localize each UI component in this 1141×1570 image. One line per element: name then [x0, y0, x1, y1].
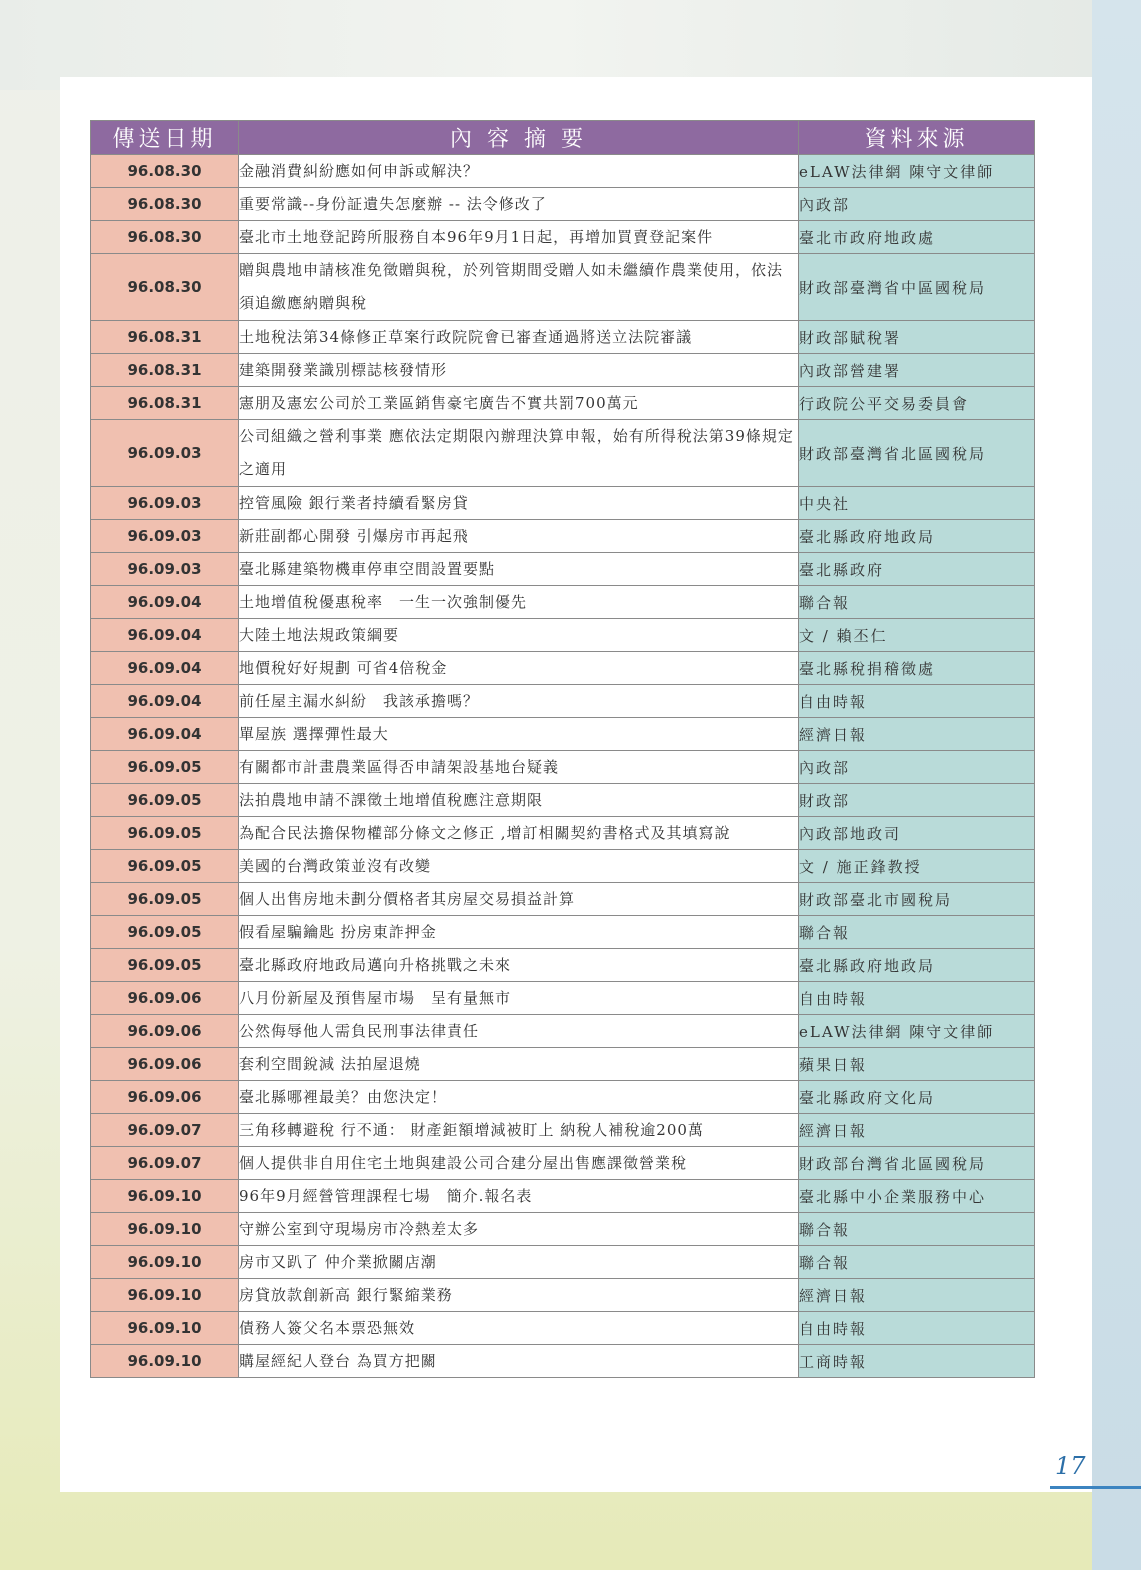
row-summary: 個人提供非自用住宅土地與建設公司合建分屋出售應課徵營業稅 — [239, 1147, 799, 1180]
row-source: 經濟日報 — [799, 718, 1035, 751]
row-date: 96.09.05 — [91, 850, 239, 883]
row-date: 96.09.10 — [91, 1180, 239, 1213]
table-row — [91, 652, 1035, 685]
row-source: 財政部臺北市國稅局 — [799, 883, 1035, 916]
row-date: 96.08.31 — [91, 321, 239, 354]
table-row — [91, 1246, 1035, 1279]
row-summary: 地價稅好好規劃 可省4倍稅金 — [239, 652, 799, 685]
row-summary: 96年9月經營管理課程七場 簡介.報名表 — [239, 1180, 799, 1213]
row-date: 96.08.30 — [91, 155, 239, 188]
row-date: 96.09.04 — [91, 718, 239, 751]
row-source: 自由時報 — [799, 982, 1035, 1015]
row-date: 96.09.04 — [91, 652, 239, 685]
table-row — [91, 387, 1035, 420]
row-summary: 公司組織之營利事業 應依法定期限內辦理決算申報，始有所得稅法第39條規定之適用 — [239, 420, 799, 487]
row-source: 臺北縣政府地政局 — [799, 949, 1035, 982]
row-summary: 憲朋及憲宏公司於工業區銷售豪宅廣告不實共罰700萬元 — [239, 387, 799, 420]
row-source: 經濟日報 — [799, 1114, 1035, 1147]
row-summary: 假看屋騙鑰匙 扮房東詐押金 — [239, 916, 799, 949]
row-date: 96.09.10 — [91, 1279, 239, 1312]
table-row — [91, 586, 1035, 619]
row-summary: 法拍農地申請不課徵土地增值稅應注意期限 — [239, 784, 799, 817]
row-summary: 土地稅法第34條修正草案行政院院會已審查通過將送立法院審議 — [239, 321, 799, 354]
row-summary: 八月份新屋及預售屋市場 呈有量無市 — [239, 982, 799, 1015]
table-row — [91, 155, 1035, 188]
table-row — [91, 949, 1035, 982]
table-row — [91, 1213, 1035, 1246]
row-source: 臺北縣中小企業服務中心 — [799, 1180, 1035, 1213]
table-row — [91, 1048, 1035, 1081]
row-date: 96.08.30 — [91, 188, 239, 221]
row-summary: 臺北縣政府地政局邁向升格挑戰之未來 — [239, 949, 799, 982]
table-row — [91, 751, 1035, 784]
row-summary: 房市又趴了 仲介業掀關店潮 — [239, 1246, 799, 1279]
row-summary: 購屋經紀人登台 為買方把關 — [239, 1345, 799, 1378]
table-row — [91, 553, 1035, 586]
news-table — [90, 120, 1035, 1378]
row-source: 行政院公平交易委員會 — [799, 387, 1035, 420]
row-summary: 建築開發業識別標誌核發情形 — [239, 354, 799, 387]
row-source: 財政部賦稅署 — [799, 321, 1035, 354]
row-summary: 大陸土地法規政策綱要 — [239, 619, 799, 652]
row-summary: 套利空間銳減 法拍屋退燒 — [239, 1048, 799, 1081]
row-summary: 守辦公室到守現場房市冷熱差太多 — [239, 1213, 799, 1246]
row-source: 自由時報 — [799, 685, 1035, 718]
row-date: 96.09.06 — [91, 982, 239, 1015]
row-date: 96.09.03 — [91, 520, 239, 553]
row-source: 聯合報 — [799, 586, 1035, 619]
row-summary: 重要常識--身份証遺失怎麼辦 -- 法令修改了 — [239, 188, 799, 221]
table-row — [91, 1015, 1035, 1048]
table-row — [91, 1312, 1035, 1345]
row-date: 96.09.07 — [91, 1114, 239, 1147]
row-summary: 土地增值稅優惠稅率 一生一次強制優先 — [239, 586, 799, 619]
row-summary: 有關都市計畫農業區得否申請架設基地台疑義 — [239, 751, 799, 784]
row-source: 財政部臺灣省北區國稅局 — [799, 420, 1035, 487]
header-source: 資料來源 — [799, 121, 1035, 155]
row-summary: 臺北縣哪裡最美？由您決定！ — [239, 1081, 799, 1114]
table-row — [91, 1345, 1035, 1378]
row-source: 內政部 — [799, 188, 1035, 221]
row-date: 96.09.06 — [91, 1048, 239, 1081]
table-header-row — [91, 121, 1035, 155]
row-source: 臺北縣政府文化局 — [799, 1081, 1035, 1114]
row-date: 96.09.05 — [91, 817, 239, 850]
row-date: 96.09.10 — [91, 1312, 239, 1345]
row-source: 內政部營建署 — [799, 354, 1035, 387]
table-row — [91, 685, 1035, 718]
row-source: 蘋果日報 — [799, 1048, 1035, 1081]
row-source: 經濟日報 — [799, 1279, 1035, 1312]
row-summary: 控管風險 銀行業者持續看緊房貸 — [239, 487, 799, 520]
row-summary: 臺北縣建築物機車停車空間設置要點 — [239, 553, 799, 586]
row-date: 96.09.03 — [91, 553, 239, 586]
row-summary: 債務人簽父名本票恐無效 — [239, 1312, 799, 1345]
header-date: 傳送日期 — [91, 121, 239, 155]
row-source: 工商時報 — [799, 1345, 1035, 1378]
row-summary: 金融消費糾紛應如何申訴或解決？ — [239, 155, 799, 188]
header-summary: 內 容 摘 要 — [239, 121, 799, 155]
row-source: 臺北縣政府地政局 — [799, 520, 1035, 553]
table-row — [91, 817, 1035, 850]
row-source: 臺北縣政府 — [799, 553, 1035, 586]
row-date: 96.09.10 — [91, 1246, 239, 1279]
row-summary: 新莊副都心開發 引爆房市再起飛 — [239, 520, 799, 553]
row-summary: 臺北市土地登記跨所服務自本96年9月1日起，再增加買賣登記案件 — [239, 221, 799, 254]
row-date: 96.08.31 — [91, 354, 239, 387]
right-edge-strip — [1092, 0, 1141, 1570]
row-date: 96.09.10 — [91, 1213, 239, 1246]
row-date: 96.08.30 — [91, 254, 239, 321]
table-row — [91, 420, 1035, 487]
row-source: 文 / 施正鋒教授 — [799, 850, 1035, 883]
row-date: 96.09.05 — [91, 784, 239, 817]
row-source: 聯合報 — [799, 1213, 1035, 1246]
row-source: 臺北縣稅捐稽徵處 — [799, 652, 1035, 685]
row-summary: 贈與農地申請核准免徵贈與稅，於列管期間受贈人如未繼續作農業使用，依法須追繳應納贈與稅 — [239, 254, 799, 321]
table-row — [91, 1279, 1035, 1312]
row-date: 96.09.05 — [91, 751, 239, 784]
table-row — [91, 982, 1035, 1015]
page-number-rule — [1050, 1486, 1141, 1489]
row-source: 聯合報 — [799, 916, 1035, 949]
table-row — [91, 718, 1035, 751]
row-source: 臺北市政府地政處 — [799, 221, 1035, 254]
row-summary: 三角移轉避稅 行不通： 財產鉅額增減被盯上 納稅人補稅逾200萬 — [239, 1114, 799, 1147]
row-source: 財政部臺灣省中區國稅局 — [799, 254, 1035, 321]
row-date: 96.08.30 — [91, 221, 239, 254]
row-source: 聯合報 — [799, 1246, 1035, 1279]
table-row — [91, 619, 1035, 652]
row-source: eLAW法律網 陳守文律師 — [799, 1015, 1035, 1048]
row-source: eLAW法律網 陳守文律師 — [799, 155, 1035, 188]
table-row — [91, 354, 1035, 387]
row-date: 96.09.05 — [91, 949, 239, 982]
table-row — [91, 1147, 1035, 1180]
row-date: 96.09.03 — [91, 420, 239, 487]
table-body — [91, 155, 1035, 1378]
table-row — [91, 883, 1035, 916]
table-row — [91, 1114, 1035, 1147]
row-summary: 單屋族 選擇彈性最大 — [239, 718, 799, 751]
table-row — [91, 1180, 1035, 1213]
table-row — [91, 916, 1035, 949]
table-row — [91, 487, 1035, 520]
table-row — [91, 784, 1035, 817]
table-row — [91, 321, 1035, 354]
row-source: 自由時報 — [799, 1312, 1035, 1345]
row-summary: 公然侮辱他人需負民刑事法律責任 — [239, 1015, 799, 1048]
row-date: 96.09.03 — [91, 487, 239, 520]
row-summary: 前任屋主漏水糾紛 我該承擔嗎？ — [239, 685, 799, 718]
table-row — [91, 188, 1035, 221]
row-source: 財政部 — [799, 784, 1035, 817]
row-summary: 為配合民法擔保物權部分條文之修正 ,增訂相關契約書格式及其填寫說 — [239, 817, 799, 850]
row-source: 文 / 賴丕仁 — [799, 619, 1035, 652]
row-source: 財政部台灣省北區國稅局 — [799, 1147, 1035, 1180]
row-date: 96.09.06 — [91, 1081, 239, 1114]
table-row — [91, 850, 1035, 883]
table-row — [91, 520, 1035, 553]
row-date: 96.08.31 — [91, 387, 239, 420]
row-date: 96.09.10 — [91, 1345, 239, 1378]
row-date: 96.09.06 — [91, 1015, 239, 1048]
table-row — [91, 1081, 1035, 1114]
table-row — [91, 254, 1035, 321]
row-date: 96.09.04 — [91, 586, 239, 619]
row-summary: 個人出售房地未劃分價格者其房屋交易損益計算 — [239, 883, 799, 916]
row-source: 內政部 — [799, 751, 1035, 784]
row-date: 96.09.04 — [91, 685, 239, 718]
page-number: 17 — [1055, 1452, 1086, 1480]
table-row — [91, 221, 1035, 254]
row-date: 96.09.07 — [91, 1147, 239, 1180]
row-summary: 房貸放款創新高 銀行緊縮業務 — [239, 1279, 799, 1312]
row-date: 96.09.05 — [91, 883, 239, 916]
row-date: 96.09.04 — [91, 619, 239, 652]
row-source: 內政部地政司 — [799, 817, 1035, 850]
row-source: 中央社 — [799, 487, 1035, 520]
row-date: 96.09.05 — [91, 916, 239, 949]
row-summary: 美國的台灣政策並沒有改變 — [239, 850, 799, 883]
